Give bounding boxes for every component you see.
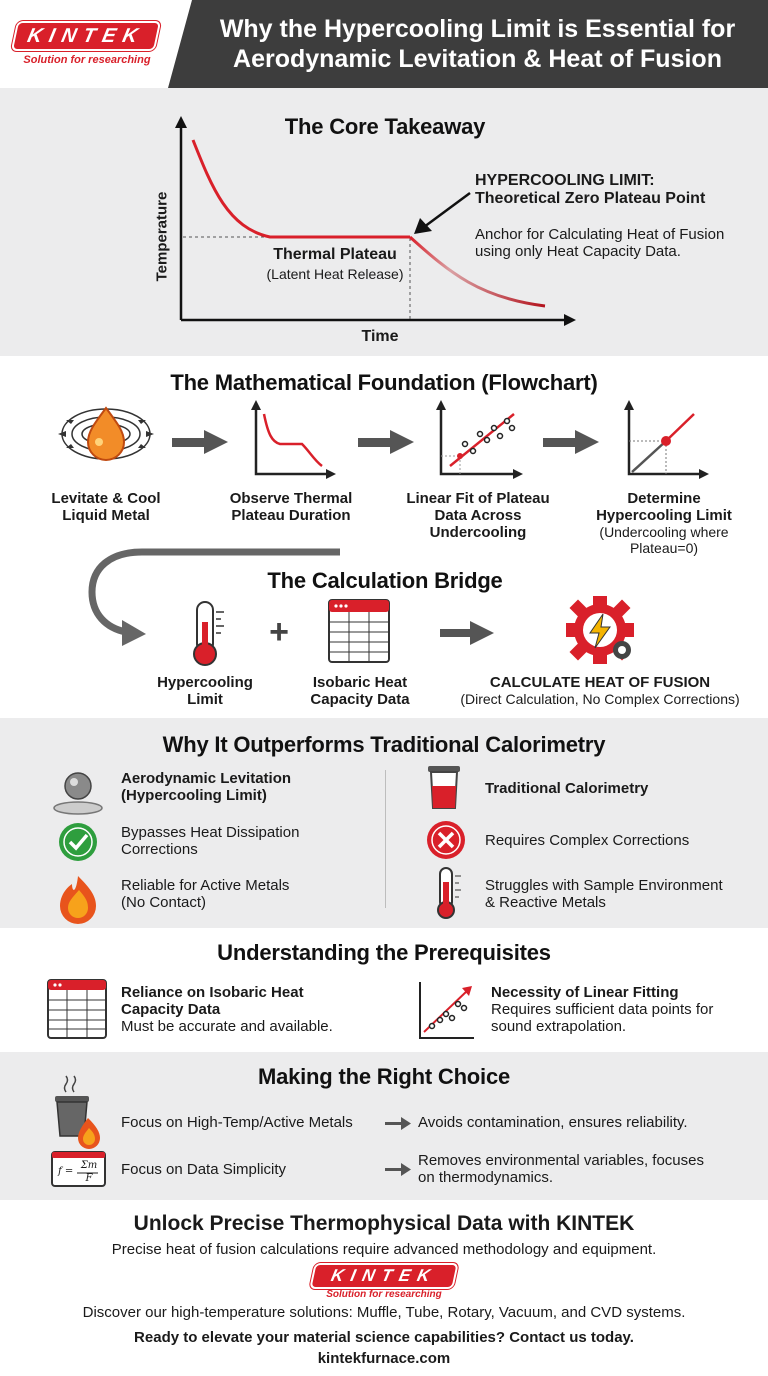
limit-point-icon (624, 400, 709, 479)
footer-url-link[interactable]: kintekfurnace.com (317, 1350, 451, 1367)
flow-arrow-3-icon (543, 430, 599, 454)
bridge-item-hypercooling: Hypercooling Limit (157, 674, 253, 708)
cooling-curve (193, 140, 410, 237)
bridge-arrow-icon (440, 621, 494, 645)
choice-arrow-2-icon (385, 1163, 411, 1176)
formula-text: f = Σm F (58, 1160, 98, 1184)
levitated-sphere-icon (54, 773, 102, 814)
x-circle-icon (427, 821, 465, 859)
levitation-drop-icon (58, 408, 154, 460)
thermometer-small-icon (438, 868, 461, 918)
flow-arrow-2-icon (358, 430, 414, 454)
compare-left-3: Reliable for Active Metals (No Contact) (121, 877, 290, 911)
check-circle-icon (59, 823, 97, 861)
header (0, 0, 768, 88)
gear-lightning-icon (566, 596, 634, 664)
choice-row1-focus: Focus on High-Temp/Active Metals (121, 1114, 353, 1131)
x-axis-arrow (564, 314, 576, 326)
limit-pointer (424, 193, 470, 227)
choice-section (0, 1052, 768, 1200)
choice-row1-result: Avoids contamination, ensures reliability. (418, 1114, 688, 1131)
plus-sign: + (269, 613, 289, 651)
bridge-title: The Calculation Bridge (267, 568, 503, 593)
plateau-graph-icon (251, 400, 336, 479)
flow-step-1-label: Levitate & Cool Liquid Metal (51, 490, 161, 524)
thermometer-icon (194, 602, 224, 665)
flow-step-3-label: Linear Fit of Plateau Data Across Undercooling (406, 490, 550, 541)
flow-title: The Mathematical Foundation (Flowchart) (170, 370, 598, 395)
page-title: Why the Hypercooling Limit is Essential for Aerodynamic Levitation & Heat of Fusion (219, 15, 736, 73)
crucible-icon (428, 766, 460, 808)
choice-row2-focus: Focus on Data Simplicity (121, 1161, 287, 1178)
compare-right-3: Struggles with Sample Environment & Reactive Metals (485, 877, 723, 911)
bridge-item-heat-capacity: Isobaric Heat Capacity Data (310, 674, 410, 708)
data-table-icon (329, 600, 389, 662)
y-axis-arrow (175, 116, 187, 128)
return-arrow-head (122, 620, 146, 646)
hot-pot-icon (55, 1076, 100, 1149)
footer-tagline: Solution for researching (326, 1289, 442, 1300)
prereq-left: Reliance on Isobaric Heat Capacity Data Must be accurate and available. (121, 984, 333, 1035)
limit-pointer-head (414, 218, 432, 234)
compare-right-1: Traditional Calorimetry (485, 780, 649, 797)
choice-title: Making the Right Choice (257, 1064, 511, 1089)
choice-row2-result: Removes environmental variables, focuses on thermodynamics. (418, 1152, 704, 1186)
compare-left-2: Bypasses Heat Dissipation Corrections (121, 824, 300, 858)
flow-arrow-1-icon (172, 430, 228, 454)
footer-line1: Precise heat of fusion calculations require advanced methodology and equipment. (111, 1241, 657, 1258)
trend-scatter-icon (420, 982, 474, 1038)
prereq-right: Necessity of Linear Fitting Requires sufficient data points for sound extrapolation. (491, 984, 714, 1035)
footer-section (0, 1200, 768, 1376)
kintek-logo: KINTEK (13, 23, 159, 49)
footer-kintek-logo: KINTEK (312, 1265, 457, 1287)
prereq-section (0, 928, 768, 1052)
footer-cta: Ready to elevate your material science capabilities? Contact us today. (134, 1329, 634, 1346)
compare-right-2: Requires Complex Corrections (485, 832, 690, 849)
compare-title: Why It Outperforms Traditional Calorimetry (162, 732, 606, 757)
flow-step-2-label: Observe Thermal Plateau Duration (229, 490, 353, 524)
prereq-title: Understanding the Prerequisites (217, 940, 551, 965)
header-tagline: Solution for researching (23, 54, 151, 66)
bridge-result: CALCULATE HEAT OF FUSION (Direct Calculation, No Complex Corrections) (460, 674, 740, 707)
plateau-label: Thermal Plateau (Latent Heat Release) (266, 246, 404, 282)
compare-section (0, 718, 768, 928)
choice-arrow-1-icon (385, 1117, 411, 1130)
flow-section (0, 356, 768, 718)
flame-icon (60, 876, 96, 924)
footer-title: Unlock Precise Thermophysical Data with KINTEK (133, 1212, 635, 1235)
spreadsheet-icon (48, 980, 106, 1038)
compare-left-1: Aerodynamic Levitation (Hypercooling Limit) (121, 770, 292, 804)
limit-callout: HYPERCOOLING LIMIT: Theoretical Zero Plateau Point Anchor for Calculating Heat of Fusion using only Heat Capacity Data. (475, 172, 725, 260)
core-title: The Core Takeaway (284, 114, 486, 139)
linear-fit-icon (436, 400, 523, 479)
y-axis-label: Temperature (153, 191, 171, 282)
x-axis-label: Time (361, 328, 399, 345)
footer-line2: Discover our high-temperature solutions: Muffle, Tube, Rotary, Vacuum, and CVD systems. (82, 1304, 686, 1321)
flow-step-4-label: Determine Hypercooling Limit (Undercooling where Plateau=0) (596, 490, 732, 556)
core-section (0, 88, 768, 356)
